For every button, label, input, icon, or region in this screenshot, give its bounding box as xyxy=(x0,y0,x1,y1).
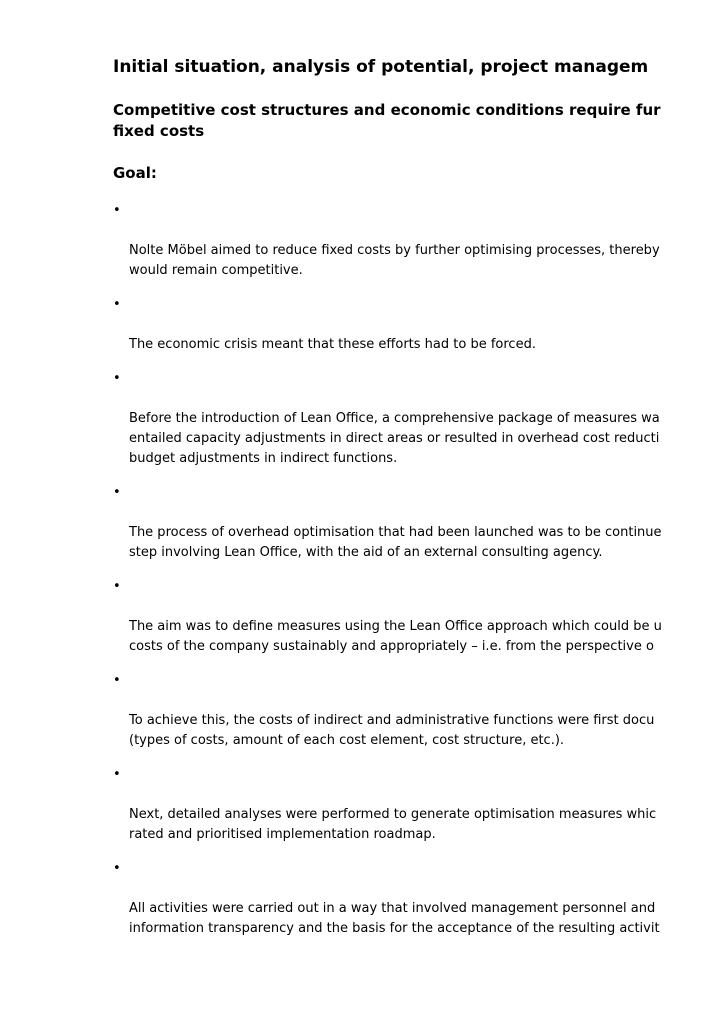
bullet-text: All activities were carried out in a way that involved management personnel and information transparency and the basis for the acceptance of the resulting activit xyxy=(129,901,660,936)
bullet-dot-icon: • xyxy=(113,579,121,594)
bullet-text: The aim was to define measures using the Lean Office approach which could be u costs of the company sustainably and appropriately – i.e. from the perspective o xyxy=(129,619,662,654)
bullet-dot-icon: • xyxy=(113,485,121,500)
bullet-dot-icon: • xyxy=(113,203,121,218)
bullet-dot-icon: • xyxy=(113,673,121,688)
bullet-text: To achieve this, the costs of indirect and administrative functions were first docu (types of costs, amount of each cost element, cost structure, etc.). xyxy=(129,713,655,748)
bullet-dot-icon: • xyxy=(113,371,121,386)
bullet-text: The economic crisis meant that these efforts had to be forced. xyxy=(129,337,536,352)
bullet-item xyxy=(113,201,728,281)
bullet-item xyxy=(113,859,728,939)
goal-heading: Goal: xyxy=(113,164,157,182)
bullet-text: Before the introduction of Lean Office, a comprehensive package of measures wa entailed capacity adjustments in direct areas or resulted in overhead cost reducti budget adjustments in indirect functions. xyxy=(129,411,660,466)
bullet-text: The process of overhead optimisation that had been launched was to be continue step involving Lean Office, with the aid of an external consulting agency. xyxy=(129,525,662,560)
page-subtitle: Competitive cost structures and economic conditions require fur fixed costs xyxy=(113,101,661,140)
goal-bullet-list xyxy=(113,201,728,939)
bullet-text: Next, detailed analyses were performed to generate optimisation measures whic rated and prioritised implementation roadmap. xyxy=(129,807,657,842)
document-content xyxy=(113,56,728,953)
bullet-item xyxy=(113,577,728,657)
bullet-dot-icon: • xyxy=(113,861,121,876)
bullet-item xyxy=(113,765,728,845)
bullet-text: Nolte Möbel aimed to reduce fixed costs by further optimising processes, thereby would remain competitive. xyxy=(129,243,660,278)
page-title: Initial situation, analysis of potential, project managem xyxy=(113,57,649,77)
bullet-item xyxy=(113,369,728,469)
bullet-item xyxy=(113,671,728,751)
bullet-dot-icon: • xyxy=(113,297,121,312)
bullet-item xyxy=(113,295,728,355)
bullet-item xyxy=(113,483,728,563)
bullet-dot-icon: • xyxy=(113,767,121,782)
